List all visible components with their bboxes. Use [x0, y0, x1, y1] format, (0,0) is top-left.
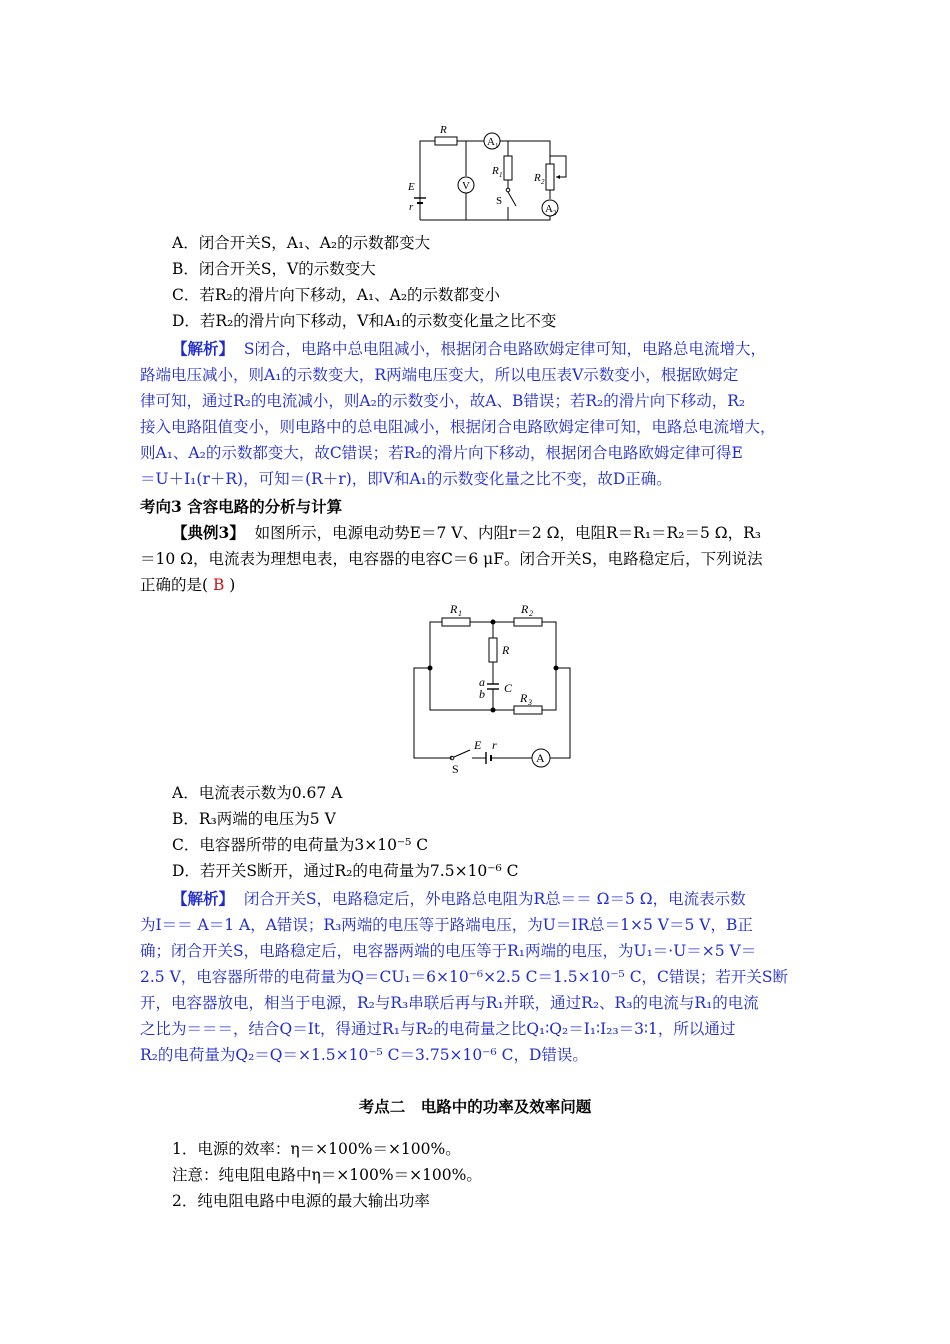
q2-analysis-line-4: 2.5 V，电容器所带的电荷量为Q＝CU₁＝6×10⁻⁶×2.5 C＝1.5×10⁻⁵ C，C错误；若开关S断 — [140, 968, 789, 986]
q2-analysis-tag: 【解析】 — [172, 889, 235, 908]
label-r2-sub: 2 — [529, 609, 533, 618]
section-heading-2: 考点二 电路中的功率及效率问题 — [358, 1097, 592, 1116]
label-r1: R — [492, 165, 499, 177]
label-r: R — [440, 124, 447, 136]
q1-analysis-line-3: 律可知，通过R₂的电流减小，则A₂的示数变小，故A、B错误；若R₂的滑片向下移动，R₂ — [140, 392, 746, 410]
label-r1-sub: 1 — [499, 171, 503, 179]
resistor-r2 — [514, 618, 542, 626]
label-r2: R — [521, 602, 529, 616]
label-b: b — [479, 687, 485, 701]
label-v: V — [462, 180, 470, 192]
q2-answer: B — [212, 576, 225, 594]
label-r: R — [502, 643, 510, 657]
label-r2-sub: 2 — [541, 178, 545, 186]
section-heading-3: 考向3 含容电路的分析与计算 — [140, 497, 343, 516]
resistor-r — [489, 638, 497, 662]
q1-analysis-line-2: 路端电压减小，则A₁的示数变大，R两端电压变大，所以电压表V示数变小，根据欧姆定 — [140, 366, 739, 384]
q2-analysis-line-2: 为I＝＝ A＝1 A，A错误；R₃两端的电压等于路端电压，为U＝IR总＝1×5 V＝5 V，B正 — [140, 916, 753, 934]
q2-stem-line-1: 【典例3】 如图所示，电源电动势E＝7 V、内阻r＝2 Ω，电阻R＝R₁＝R₂＝5 Ω，R₃ — [172, 523, 761, 542]
q2-analysis-line-5: 开，电容器放电，相当于电源，R₂与R₃串联后再与R₁并联，通过R₂、R₃的电流与R₁的电流 — [140, 994, 759, 1012]
circuit-diagram-1 — [400, 124, 590, 228]
q1-analysis-line-6: ＝U＋I₁(r＋R)，可知＝(R＋r)，即V和A₁的示数变化量之比不变，故D正确。 — [140, 470, 672, 488]
q2-tag: 【典例3】 — [172, 523, 245, 542]
label-a1-sub: 1 — [495, 142, 499, 150]
wire — [420, 141, 435, 220]
q1-analysis-line-5: 则A₁、A₂的示数都变大，故C错误；若R₂的滑片向下移动，根据闭合电路欧姆定律可得E — [140, 444, 743, 462]
label-e: E — [474, 738, 482, 752]
label-s: S — [496, 195, 503, 207]
q2-stem-line-3: 正确的是( B ) — [140, 576, 236, 594]
switch-s — [454, 750, 470, 757]
q1-analysis-line-1: 【解析】 S闭合，电路中总电阻减小，根据闭合电路欧姆定律可知，电路总电流增大， — [172, 339, 766, 358]
label-a: a — [479, 675, 485, 689]
label-r1: R — [450, 602, 458, 616]
q2-option-b: B．R₃两端的电压为5 V — [172, 810, 336, 828]
resistor-r1 — [442, 618, 470, 626]
label-ammeter: A — [536, 751, 545, 765]
q1-analysis-line-4: 接入电路阻值变小，则电路中的总电阻减小，根据闭合电路欧姆定律可知，电路总电流增大， — [140, 418, 776, 436]
q2-stem-line-2: ＝10 Ω，电流表为理想电表，电容器的电容C＝6 μF。闭合开关S，电路稳定后，下列说法 — [140, 550, 763, 568]
point-1: 1．电源的效率：η＝×100%＝×100%。 — [172, 1140, 461, 1158]
q2-option-d: D．若开关S断开，通过R₂的电荷量为7.5×10⁻⁶ C — [172, 862, 519, 880]
point-2: 2．纯电阻电路中电源的最大输出功率 — [172, 1192, 430, 1210]
label-r3-sub: 3 — [528, 698, 532, 707]
q2-analysis-line-7: R₂的电荷量为Q₂＝Q＝×1.5×10⁻⁵ C＝3.75×10⁻⁶ C，D错误。 — [140, 1046, 588, 1064]
q2-option-c: C．电容器所带的电荷量为3×10⁻⁵ C — [172, 836, 429, 854]
label-small-r: r — [492, 738, 497, 752]
q1-analysis-tag: 【解析】 — [172, 339, 235, 358]
q1-option-c: C．若R₂的滑片向下移动，A₁、A₂的示数都变小 — [172, 286, 501, 304]
label-a2-sub: 2 — [553, 209, 557, 217]
q2-analysis-line-6: 之比为＝＝＝，结合Q＝It，得通过R₁与R₂的电荷量之比Q₁∶Q₂＝I₁∶I₂₃＝3∶1，所以通过 — [140, 1020, 736, 1038]
wire — [414, 668, 452, 758]
circuit-diagram-2 — [408, 600, 578, 778]
label-r3: R — [520, 691, 528, 705]
wire — [550, 668, 570, 758]
label-e: E — [408, 181, 415, 193]
label-c: C — [504, 681, 513, 695]
label-r1-sub: 1 — [458, 609, 462, 618]
label-s: S — [452, 762, 459, 776]
q1-option-b: B．闭合开关S，V的示数变大 — [172, 260, 376, 278]
resistor-r3 — [514, 706, 542, 714]
q1-option-a: A．闭合开关S，A₁、A₂的示数都变大 — [172, 234, 431, 252]
resistor-r1 — [504, 156, 512, 180]
label-small-r: r — [409, 201, 414, 213]
label-a2: A — [545, 203, 553, 215]
wire — [420, 216, 550, 220]
point-note: 注意：纯电阻电路中η＝×100%＝×100%。 — [172, 1166, 482, 1184]
rheostat-r2 — [546, 164, 554, 190]
q1-option-d: D．若R₂的滑片向下移动，V和A₁的示数变化量之比不变 — [172, 312, 557, 330]
q2-option-a: A．电流表示数为0.67 A — [172, 784, 343, 802]
q2-analysis-line-1: 【解析】 闭合开关S，电路稳定后，外电路总电阻为R总＝＝ Ω＝5 Ω，电流表示数 — [172, 889, 746, 908]
label-r2: R — [534, 172, 541, 184]
q2-analysis-line-3: 确；闭合开关S，电路稳定后，电容器两端的电压等于R₁两端的电压，为U₁＝·U＝×5 V＝ — [140, 942, 757, 960]
switch-s — [508, 192, 516, 206]
label-a1: A — [487, 136, 495, 148]
resistor-r — [435, 137, 457, 145]
